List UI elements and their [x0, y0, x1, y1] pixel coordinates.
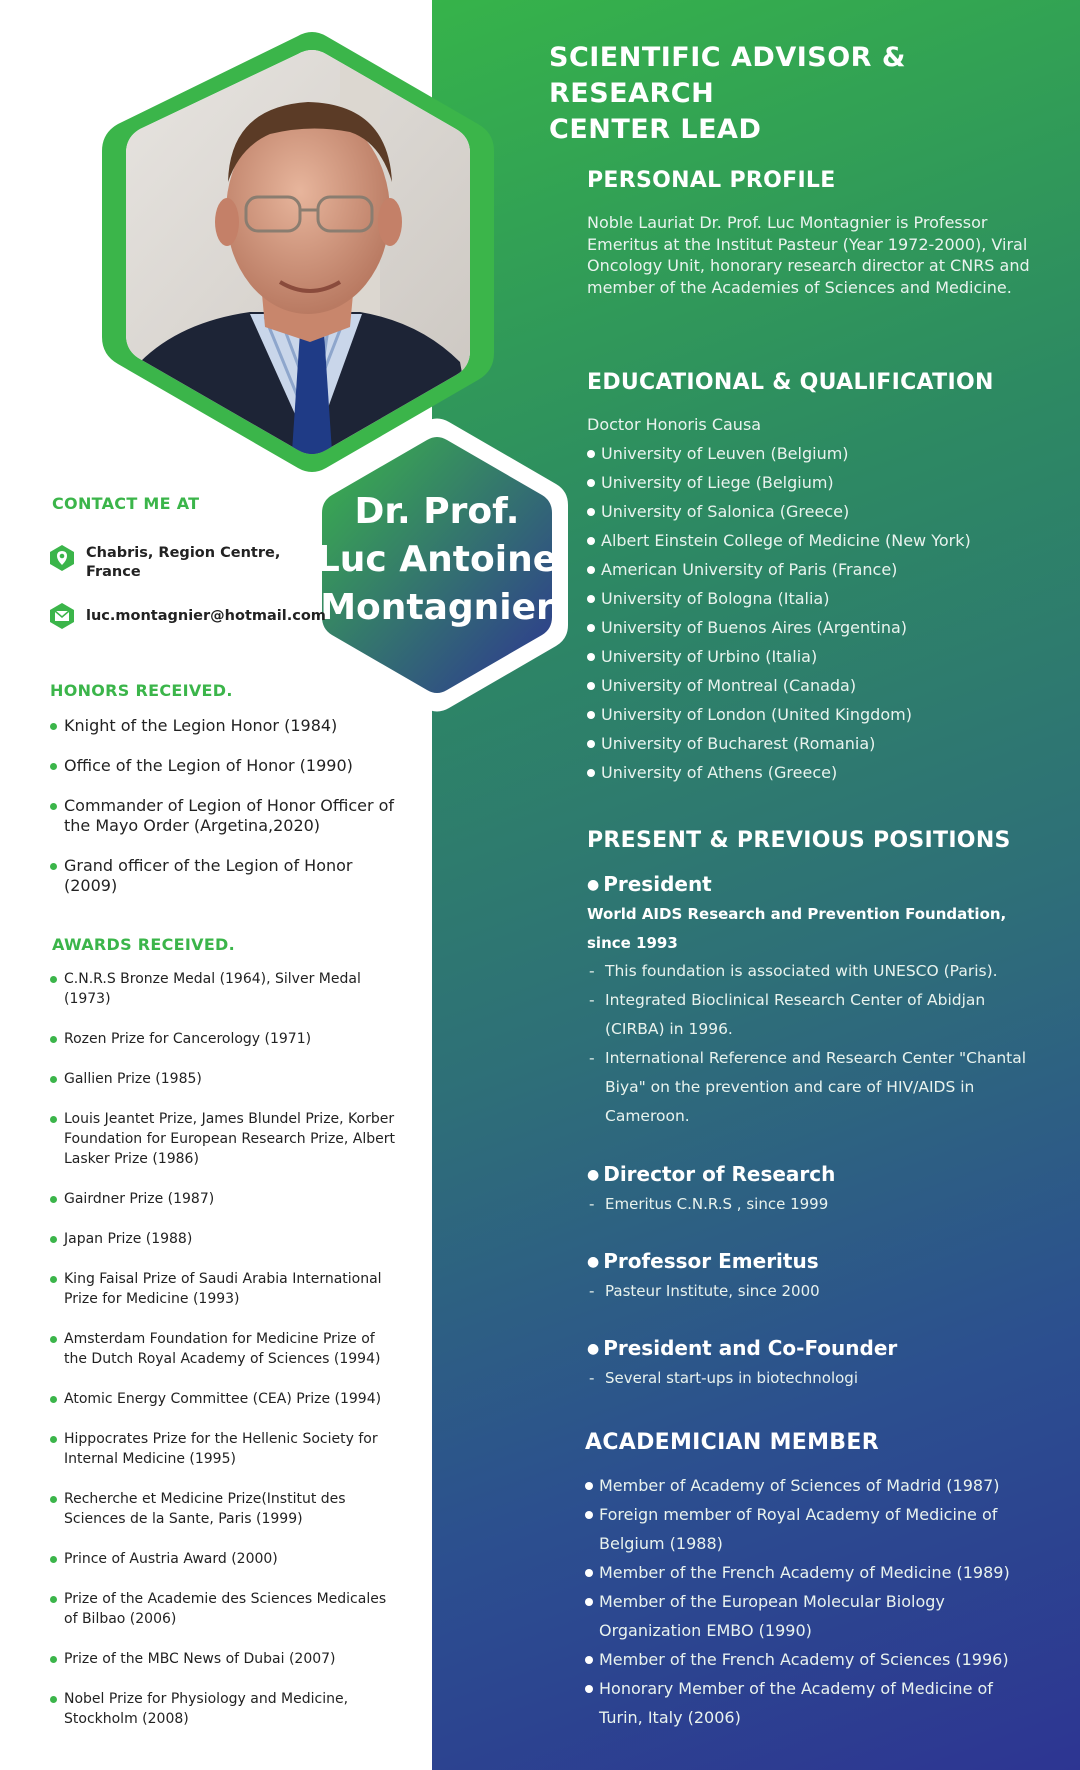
awards-heading: AWARDS RECEIVED. [52, 935, 236, 954]
contact-email[interactable] [48, 602, 326, 630]
honors-list [48, 716, 398, 916]
list-item: American University of Paris (France) [587, 555, 971, 584]
contact-address [48, 544, 280, 582]
list-item: - International Reference and Research Center "Chantal Biya" on the prevention and care of HIV/AIDS in Cameroon. [587, 1044, 1027, 1131]
list-item: Member of the French Academy of Medicine (1989) [585, 1558, 1025, 1587]
list-item: University of Montreal (Canada) [587, 671, 971, 700]
list-item: - Pasteur Institute, since 2000 [587, 1277, 820, 1306]
profile-text: Noble Lauriat Dr. Prof. Luc Montagnier is Professor Emeritus at the Institut Pasteur (Year 1972-2000), Viral Oncology Unit, honorary research director at CNRS and member of the Academies of Sciences and Medicine. [587, 213, 1030, 297]
list-item: Office of the Legion of Honor (1990) [48, 756, 398, 776]
list-item: University of Buenos Aires (Argentina) [587, 613, 971, 642]
list-item: University of Bucharest (Romania) [587, 729, 971, 758]
address-line-2: France [86, 564, 141, 580]
contact-heading: CONTACT ME AT [52, 494, 200, 513]
list-item: Nobel Prize for Physiology and Medicine, Stockholm (2008) [48, 1689, 398, 1729]
cofounder-details [587, 1364, 858, 1393]
list-item: Grand officer of the Legion of Honor (2009) [48, 856, 398, 896]
page-title [549, 40, 1080, 148]
list-item: University of Leuven (Belgium) [587, 439, 971, 468]
list-item: University of Athens (Greece) [587, 758, 971, 787]
list-item: - Several start-ups in biotechnologi [587, 1364, 858, 1393]
address-line-1: Chabris, Region Centre, [86, 545, 281, 561]
academician-list [585, 1471, 1025, 1732]
education-heading: EDUCATIONAL & QUALIFICATION [587, 370, 994, 395]
education-intro: Doctor Honoris Causa [587, 415, 762, 434]
title-line-2: CENTER LEAD [549, 114, 762, 145]
list-item: Prize of the Academie des Sciences Medicales of Bilbao (2006) [48, 1589, 398, 1629]
name-hexagon [306, 418, 568, 712]
list-item: Albert Einstein College of Medicine (New York) [587, 526, 971, 555]
list-item: University of Liege (Belgium) [587, 468, 971, 497]
list-item: - Integrated Bioclinical Research Center of Abidjan (CIRBA) in 1996. [587, 986, 1027, 1044]
list-item: Prince of Austria Award (2000) [48, 1549, 398, 1569]
list-item: C.N.R.S Bronze Medal (1964), Silver Medal (1973) [48, 969, 398, 1009]
list-item: Amsterdam Foundation for Medicine Prize of the Dutch Royal Academy of Sciences (1994) [48, 1329, 398, 1369]
envelope-icon [48, 602, 76, 630]
list-item: University of Urbino (Italia) [587, 642, 971, 671]
list-item: - This foundation is associated with UNESCO (Paris). [587, 957, 1027, 986]
email-address[interactable]: luc.montagnier@hotmail.com [86, 608, 326, 624]
name-line-1: Dr. Prof. [354, 491, 520, 532]
title-line-1: SCIENTIFIC ADVISOR & RESEARCH [549, 42, 906, 109]
list-item: Japan Prize (1988) [48, 1229, 398, 1249]
president-details [587, 957, 1027, 1131]
list-item: Gairdner Prize (1987) [48, 1189, 398, 1209]
position-director-title: ● Director of Research [587, 1162, 835, 1186]
list-item: University of London (United Kingdom) [587, 700, 971, 729]
list-item: Member of the European Molecular Biology Organization EMBO (1990) [585, 1587, 1025, 1645]
list-item: - Emeritus C.N.R.S , since 1999 [587, 1190, 828, 1219]
list-item: Atomic Energy Committee (CEA) Prize (1994) [48, 1389, 398, 1409]
list-item: Recherche et Medicine Prize(Institut des Sciences de la Sante, Paris (1999) [48, 1489, 398, 1529]
list-item: Prize of the MBC News of Dubai (2007) [48, 1649, 398, 1669]
portrait-hexagon [100, 32, 496, 472]
education-list [587, 439, 971, 787]
list-item: Gallien Prize (1985) [48, 1069, 398, 1089]
academician-heading: ACADEMICIAN MEMBER [585, 1430, 879, 1455]
list-item: Honorary Member of the Academy of Medicine of Turin, Italy (2006) [585, 1674, 1025, 1732]
position-cofounder-title: ● President and Co-Founder [587, 1336, 897, 1360]
list-item: Hippocrates Prize for the Hellenic Society for Internal Medicine (1995) [48, 1429, 398, 1469]
honors-heading: HONORS RECEIVED. [50, 681, 233, 700]
name-line-2: Luc Antoine [316, 539, 558, 580]
list-item: Knight of the Legion Honor (1984) [48, 716, 398, 736]
list-item: King Faisal Prize of Saudi Arabia International Prize for Medicine (1993) [48, 1269, 398, 1309]
location-pin-icon [48, 544, 76, 572]
position-president-sub: World AIDS Research and Prevention Foundation, since 1993 [587, 905, 1007, 952]
list-item: Member of the French Academy of Sciences (1996) [585, 1645, 1025, 1674]
position-professor-title: ● Professor Emeritus [587, 1249, 819, 1273]
list-item: University of Salonica (Greece) [587, 497, 971, 526]
position-president-title: ● President [587, 872, 712, 896]
list-item: Commander of Legion of Honor Officer of the Mayo Order (Argetina,2020) [48, 796, 398, 836]
list-item: Member of Academy of Sciences of Madrid (1987) [585, 1471, 1025, 1500]
director-details [587, 1190, 828, 1219]
full-name [306, 488, 568, 632]
profile-heading: PERSONAL PROFILE [587, 168, 836, 193]
list-item: University of Bologna (Italia) [587, 584, 971, 613]
positions-heading: PRESENT & PREVIOUS POSITIONS [587, 828, 1011, 853]
list-item: Foreign member of Royal Academy of Medicine of Belgium (1988) [585, 1500, 1025, 1558]
list-item: Rozen Prize for Cancerology (1971) [48, 1029, 398, 1049]
professor-details [587, 1277, 820, 1306]
name-line-3: Montagnier [320, 587, 554, 628]
list-item: Louis Jeantet Prize, James Blundel Prize, Korber Foundation for European Research Prize, Albert Lasker Prize (1986) [48, 1109, 398, 1169]
awards-list [48, 969, 398, 1749]
